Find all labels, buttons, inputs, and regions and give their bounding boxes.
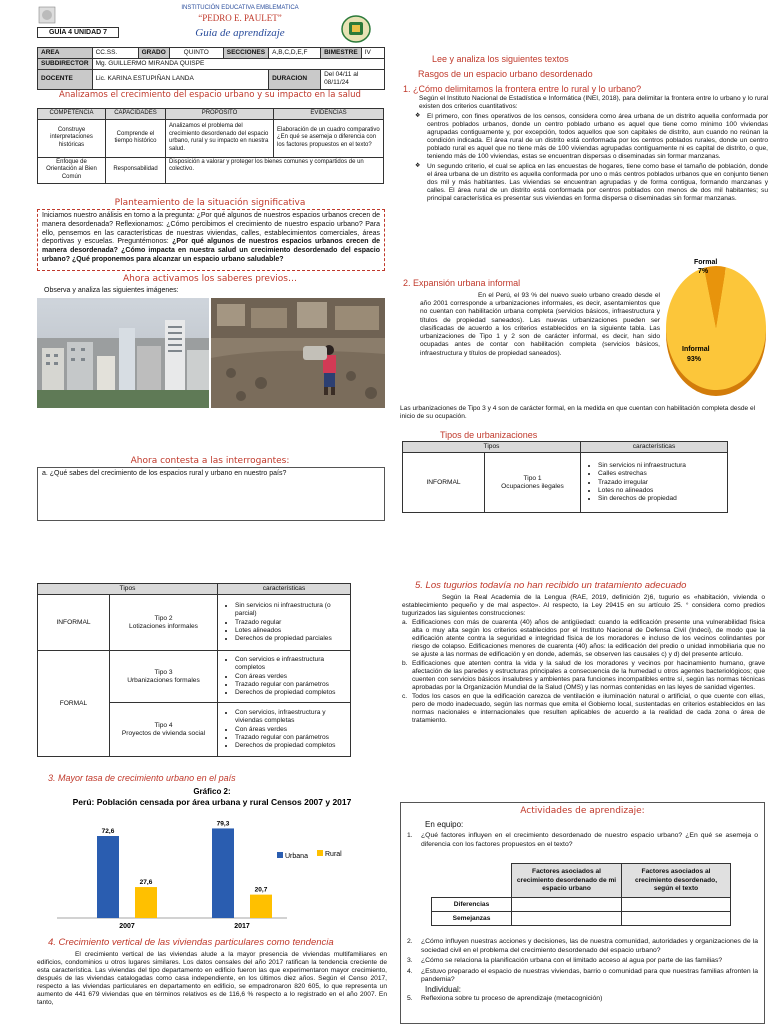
- tipos-title: Tipos de urbanizaciones: [440, 430, 538, 440]
- q4-text: El crecimiento vertical de las viviendas alude a la mayor presencia de viviendas multifamiliares en edificios, condominios u otros lugares similares. Los datos censales del año 2017 ratifican la tendencia creciente de esta característica. Las viviendas del tipo departamento en edificio fueron las que experimentaron mayor crecimiento, después de las viviendas catalogadas como casa independiente, en los últimos diez años. Según el Censo 2017, respecto a las viviendas particulares en departamento en edificio, se empadronaron 820 605, lo que representa un aumento de 441 679 viviendas que en términos relativos es de 116,6 % respecto a lo registrado en el año 2007. En tanto,: [37, 951, 387, 1007]
- activity-3: ¿Cómo se relaciona la planificación urbana con el limitado acceso al agua por parte de las familias?: [421, 957, 723, 965]
- actividades-box: [400, 802, 765, 1024]
- tipo1-item: • Lotes no alineados: [598, 487, 724, 495]
- bar-label-rural-2017: 20,7: [254, 886, 268, 894]
- th-factores-mi-espacio: Factores asociados al crecimiento desordenado de mi espacio urbano: [512, 864, 622, 898]
- q5-b: Edificaciones que atenten contra la vida y la salud de los moradores y vecinos por hacinamiento humano, grave afectación de las paredes y estructuras principales a consecuencia de la humedad u otros agentes bacteriológicos; que cuenten con servicios básicos insalubres y ambientes para funciones incompatibles entre sí, según las normas técnicas aprobadas por la Organización Mundial de la Salud (OMS) y las normas contenidas en las leyes de sanidad vigentes.: [412, 660, 765, 692]
- tipo2-list: [221, 602, 347, 643]
- a2-mark: 2.: [407, 938, 413, 946]
- tipo4-item: • Con servicios, infraestructura y viviendas completas: [235, 709, 347, 725]
- bar-label-urbana-2007: 72,6: [101, 828, 115, 836]
- planteamiento-box: [37, 209, 385, 271]
- tipo2-item: • Derechos de propiedad parciales: [235, 635, 347, 643]
- cell-dif-1[interactable]: [512, 898, 622, 912]
- a5-mark: 5.: [407, 994, 413, 1002]
- q1-bullet-2: ❖ Un segundo criterio, el cual se aplica en las encuestas de hogares, tiene como base el tamaño de población, donde el área urbana de un distrito es aquella conformada por uno o más centros poblados urbanos que en conjunto tienen dos mil y más habitantes. Las viviendas se encuentran agrupadas y de forma contigua, formando manzanas y calles. El área rural de un distrito está conformada por centros poblados con menos de dos mil habitantes; su principal característica es presentar sus viviendas en forma dispersa o diseminadas sin formar manzanas.: [403, 163, 768, 203]
- secciones-label: SECCIONES: [223, 48, 268, 59]
- institution-name: INSTITUCIÓN EDUCATIVA EMBLEMATICA: [181, 5, 299, 11]
- th-tipos-2: Tipos: [38, 584, 218, 595]
- q2-title: 2. Expansión urbana informal: [403, 278, 521, 288]
- tipo3-list: [221, 656, 347, 697]
- enfoque-cell: Enfoque de Orientación al Bien Común: [38, 157, 106, 183]
- tipo4-label: Tipo 4: [154, 721, 173, 729]
- duracion-value: Del 04/11 al 08/11/24: [321, 70, 385, 89]
- tipo2-label: Tipo 2: [154, 614, 173, 622]
- th-capacidades: CAPACIDADES: [106, 109, 166, 120]
- tipo1-item: • Calles estrechas: [598, 470, 724, 478]
- school-logo-left: [38, 6, 56, 26]
- planteamiento-questions: ¿Por qué algunos de nuestros espacios urbanos crecen de manera desordenada? ¿Cómo impacta en nuestra salud un crecimiento desordenado del espacio urbano? ¿Qué proponemos para alcanzar un espacio urbano saludable?: [42, 238, 380, 263]
- bar-urbana-2007: [97, 836, 119, 918]
- tipo3-desc: Urbanizaciones formales: [127, 676, 200, 684]
- capacidad-cell: Comprende el tiempo histórico: [106, 119, 166, 157]
- tipos-table-2: [37, 583, 351, 757]
- school-name: “PEDRO E. PAULET”: [198, 13, 282, 23]
- th-factores-texto: Factores asociados al crecimiento desordenado, según el texto: [622, 864, 731, 898]
- en-equipo-label: En equipo:: [425, 820, 464, 830]
- chart-subtitle: Perú: Población censada por área urbana y rural Censos 2007 y 2017: [72, 797, 352, 807]
- th-proposito: PROPOSITO: [166, 109, 274, 120]
- valor-cell: Responsabilidad: [106, 157, 166, 183]
- bar-urbana-2017: [212, 828, 234, 918]
- q4-body: [37, 951, 387, 1024]
- row-semejanzas: Semejanzas: [432, 912, 512, 926]
- pie-chart: [664, 250, 768, 400]
- q2-after: Las urbanizaciones de Tipo 3 y 4 son de carácter formal, en la medida en que cuentan con habilitación completa desde el inicio de su ocupación.: [400, 405, 756, 421]
- cell-sem-1[interactable]: [512, 912, 622, 926]
- legend-swatch-urbana: [277, 852, 283, 858]
- pie-label-informal: Informal: [682, 346, 710, 353]
- tipo1-item: • Trazado irregular: [598, 479, 724, 487]
- category-label-2007: 2007: [119, 923, 135, 930]
- chart-title: Gráfico 2:: [193, 787, 231, 796]
- activity-1: ¿Qué factores influyen en el crecimiento desordenado de nuestro espacio urbano? ¿En qué se asemeja o diferencia con los factores propuestos en el texto?: [421, 832, 758, 848]
- tipo4-desc: Proyectos de vivienda social: [121, 729, 206, 737]
- unit-badge: GUÍA 4 UNIDAD 7: [37, 27, 119, 38]
- row-diferencias: Diferencias: [432, 898, 512, 912]
- bar-label-urbana-2017: 79,3: [216, 820, 230, 828]
- docente-label: DOCENTE: [38, 70, 93, 89]
- q1-title: 1. ¿Cómo delimitamos la frontera entre lo rural y lo urbano?: [403, 84, 642, 94]
- tipo1-label: Tipo 1: [523, 474, 542, 482]
- formal-cell: FORMAL: [38, 651, 110, 757]
- duracion-label: DURACION: [269, 70, 321, 89]
- informal-cell-1: INFORMAL: [403, 453, 485, 513]
- school-logo-right: [340, 14, 372, 44]
- interrogantes-box: [37, 467, 385, 521]
- tipo1-item: • Sin derechos de propiedad: [598, 495, 724, 503]
- actitud-cell: Disposición a valorar y proteger los bienes comunes y compartidos de un colectivo.: [166, 157, 384, 183]
- tipo4-item: • Con áreas verdes: [235, 726, 347, 734]
- bar-rural-2007: [135, 887, 157, 918]
- tipo2-item: • Sin servicios ni infraestructura (o parcial): [235, 602, 347, 618]
- rasgos-title: Rasgos de un espacio urbano desordenado: [418, 69, 593, 79]
- tipo3-label: Tipo 3: [154, 668, 173, 676]
- q1-intro: Según el Instituto Nacional de Estadística e Informática (INEI, 2018), para delimitar la frontera entre lo urbano y lo rural existen dos criterios cuantitativos:: [419, 95, 768, 111]
- city-photo: [37, 298, 209, 408]
- bar-rural-2017: [250, 895, 272, 918]
- th-competencia: COMPETENCIA: [38, 109, 106, 120]
- proposito-cell: Analizamos el problema del crecimiento desordenado del espacio urbano, rural y su impacto en nuestra salud.: [166, 119, 274, 157]
- saberes-title: Ahora activamos los saberes previos…: [123, 274, 297, 284]
- activity-4: ¿Estuvo preparado el espacio de nuestras viviendas, barrio o comunidad para que nuestras familias afronten la pandemia?: [421, 967, 758, 984]
- q5-intro: Según la Real Academia de la Lengua (RAE, 2019, definición 2)6, tugurio es «habitación, vivienda o establecimiento pequeño y de mal aspecto». Al respecto, la Ley 29415 en su artículo 25. ° considera como predios tugurizados las siguientes construcciones:: [402, 594, 765, 618]
- activity-5: Reflexiona sobre tu proceso de aprendizaje (metacognición): [421, 994, 603, 1002]
- tipo4-item: • Derechos de propiedad completos: [235, 742, 347, 750]
- cell-dif-2[interactable]: [622, 898, 731, 912]
- a4-mark: 4.: [407, 967, 413, 975]
- bimestre-value: IV: [361, 48, 384, 59]
- subdirector-value: Mg. GUILLERMO MIRANDA QUISPE: [92, 59, 384, 70]
- tipo1-desc: Ocupaciones ilegales: [501, 482, 564, 490]
- pie-label-formal: Formal: [694, 259, 718, 266]
- area-label: AREA: [38, 48, 93, 59]
- q3-title: 3. Mayor tasa de crecimiento urbano en el país: [48, 773, 236, 783]
- individual-label: Individual:: [425, 984, 462, 994]
- legend-label-urbana: Urbana: [285, 853, 308, 860]
- guide-title: Guia de aprendizaje: [195, 27, 285, 39]
- activity-2: ¿Cómo influyen nuestras acciones y decisiones, las de nuestra comunidad, autoridades y organizaciones de la sociedad civil en el problema del crecimiento desordenado del espacio urbano?: [421, 938, 758, 954]
- q5-a-mark: a.: [402, 619, 408, 627]
- th-tipos-1: Tipos: [403, 442, 581, 453]
- tipo3-item: • Trazado regular con parámetros: [235, 681, 347, 689]
- tipo2-item: • Lotes alineados: [235, 627, 347, 635]
- area-value: CC.SS.: [92, 48, 138, 59]
- informal-cell-2: INFORMAL: [38, 595, 110, 651]
- planteamiento-text: Iniciamos nuestro análisis en torno a la pregunta: ¿Por qué algunos de nuestros espacios urbanos crecen de manera desordenada? Reflexionamos: ¿Cómo percibimos el crecimiento de nuestro espacio urbano? Para ello, pensemos en las características de nuestras viviendas, calles, establecimientos comerciales, áreas deportivas y escuelas. Preguntémonos:: [42, 212, 380, 246]
- tipo2-desc: Lotizaciones informales: [129, 622, 198, 630]
- q5-c: Todos los casos en que la edificación carezca de ventilación e iluminación natural o artificial, o que cuente con ellas, pero de modo inadecuado, según las normas que emita el Gobierno local, sustentadas en criterios establecidos en las normas nacionales e internacionales que resulten aplicables de acuerdo a la realidad de cada zona o área de tratamiento.: [412, 693, 765, 725]
- bar-chart: [37, 786, 387, 931]
- tipo3-item: • Con áreas verdes: [235, 673, 347, 681]
- th-caracteristicas-2: características: [218, 584, 351, 595]
- tipo3-item: • Derechos de propiedad completos: [235, 689, 347, 697]
- q5-body: [402, 594, 765, 726]
- secciones-value: A,B,C,D,E,F: [269, 48, 321, 59]
- tipos-table-1: [402, 441, 728, 513]
- cell-sem-2[interactable]: [622, 912, 731, 926]
- planteamiento-title: Planteamiento de la situación significativa: [114, 198, 306, 208]
- th-caracteristicas-1: características: [581, 442, 728, 453]
- tipo1-item: • Sin servicios ni infraestructura: [598, 462, 724, 470]
- q5-c-mark: c.: [402, 693, 408, 701]
- q1-body: [403, 95, 768, 203]
- legend-swatch-rural: [317, 850, 323, 856]
- q5-b-mark: b.: [402, 660, 408, 668]
- actividades-title: Actividades de aprendizaje:: [520, 806, 645, 816]
- th-evidencias: EVIDENCIAS: [274, 109, 384, 120]
- tipo3-item: • Con servicios e infraestructura completos: [235, 656, 347, 672]
- legend-label-rural: Rural: [325, 851, 342, 858]
- competencia-cell: Construye interpretaciones históricas: [38, 119, 106, 157]
- q2-body: [420, 292, 660, 358]
- pie-value-formal: 7%: [698, 268, 709, 275]
- q4-title: 4. Crecimiento vertical de las viviendas particulares como tendencia: [48, 937, 334, 948]
- interrogante-a: a. ¿Qué sabes del crecimiento de los espacios rural y urbano en nuestro país?: [42, 470, 287, 477]
- bar-label-rural-2007: 27,6: [139, 879, 153, 887]
- tipo1-list: [584, 462, 724, 503]
- shanty-photo: [211, 298, 385, 408]
- saberes-instruction: Observa y analiza las siguientes imágenes:: [44, 287, 179, 294]
- q5-a: Edificaciones con más de cuarenta (40) años de antigüedad: cuando la edificación presente una vulnerabilidad física alta o muy alta según los criterios establecidos por el Instituto Nacional de Defensa Civil (Indeci), de modo que la edificación atente contra la seguridad e integridad física de los moradores e incluso de los vecinos colindantes por riesgo de colapso. Edificaciones menores de cuarenta (40) años: la edificación del predio o unidad inmobiliaria que no se ajuste a las normas de edificación y en donde, además, se observen las causales c) y d) del presente artículo.: [412, 619, 765, 659]
- grado-label: GRADO: [138, 48, 169, 59]
- main-title: Analizamos el crecimiento del espacio urbano y su impacto en la salud: [59, 90, 361, 100]
- evidencia-cell: Elaboración de un cuadro comparativo ¿En qué se asemeja o diferencia con los factores propuestos en el texto?: [274, 119, 384, 157]
- subdirector-label: SUBDIRECTOR: [38, 59, 93, 70]
- q5-title: 5. Los tugurios todavía no han recibido un tratamiento adecuado: [415, 580, 687, 591]
- comparativo-table: [431, 863, 731, 926]
- interrogantes-title: Ahora contesta a las interrogantes:: [130, 456, 290, 466]
- a3-mark: 3.: [407, 957, 413, 965]
- tipo4-item: • Trazado regular con parámetros: [235, 734, 347, 742]
- tipo4-list: [221, 709, 347, 750]
- tipo2-item: • Trazado regular: [235, 619, 347, 627]
- docente-value: Lic. KARINA ESTUPIÑAN LANDA: [92, 70, 269, 89]
- pie-value-informal: 93%: [687, 356, 702, 363]
- bimestre-label: BIMESTRE: [321, 48, 362, 59]
- header-info-table: [37, 47, 385, 90]
- a1-mark: 1.: [407, 832, 413, 840]
- lee-title: Lee y analiza los siguientes textos: [432, 54, 569, 64]
- competencias-table: [37, 108, 384, 184]
- category-label-2017: 2017: [234, 923, 250, 930]
- q2-text: En el Perú, el 93 % del nuevo suelo urbano creado desde el año 2001 corresponde a urbanizaciones informales, es decir, asentamientos que no cuentan con habilitación urbana completa (servicios básicos, infraestructura y títulos de propiedad saneados). Las nuevas urbanizaciones pueden ser clasificadas de acuerdo a los criterios establecidos en la siguiente tabla. Las urbanizaciones de Tipo 1 y 2 son de carácter informal, es decir, han sido ocupadas antes de contar con habilitación completa (servicios básicos, infraestructura y títulos de propiedad saneados).: [420, 292, 660, 357]
- grado-value: QUINTO: [169, 48, 223, 59]
- q1-bullet-1: ❖ El primero, con fines operativos de los censos, considera como área urbana de un distrito aquella conformada por centros poblados urbanos, donde un centro poblado urbano es aquel que tiene como mínimo 100 viviendas agrupadas contiguamente y, por excepción, todos aquellos que son capitales de distrito, aun cuando no reúnan la condición indicada. El área rural de un distrito está conformada por los centros poblados rurales, donde un centro poblado rural es aquel que no tiene más de 100 viviendas agrupadas contiguamente ni es capital de distrito, o que, teniendo más de 100 viviendas, estas se encuentran dispersas o diseminadas sin formar manzanas.: [403, 113, 768, 161]
